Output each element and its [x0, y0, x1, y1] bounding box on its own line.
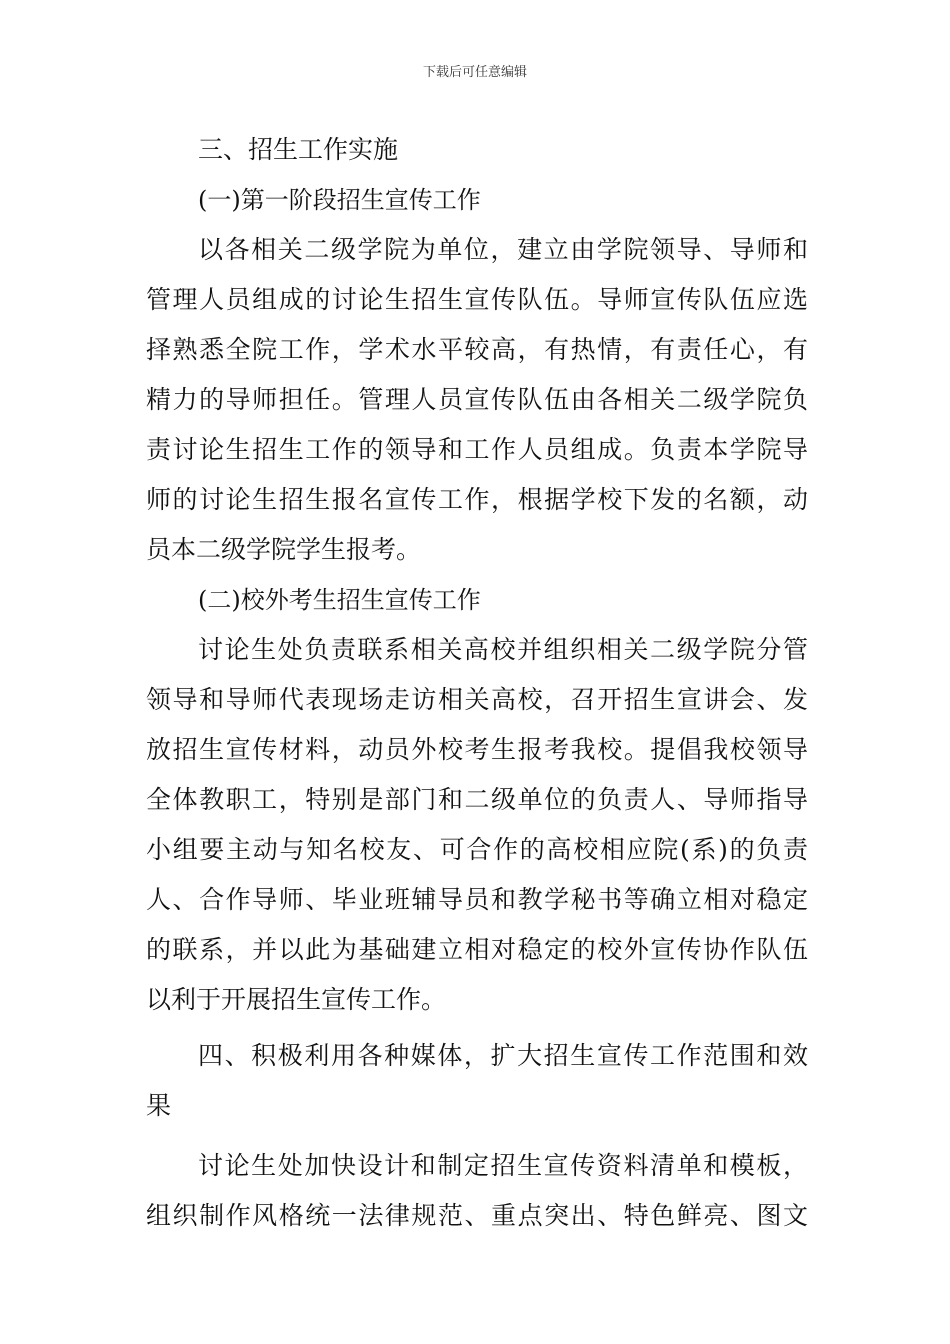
subsection-heading-line: (二)校外考生招生宣传工作 [198, 586, 481, 614]
body-text-line: 择熟悉全院工作，学术水平较高，有热情，有责任心，有 [146, 335, 808, 364]
body-text-line: 员本二级学院学生报考。 [146, 535, 422, 564]
body-text-line: 讨论生处加快设计和制定招生宣传资料清单和模板， [198, 1151, 808, 1180]
body-text-line: 责讨论生招生工作的领导和工作人员组成。负责本学院导 [146, 435, 808, 464]
section-heading-line: 三、招生工作实施 [198, 135, 399, 164]
body-text-line: 放招生宣传材料，动员外校考生报考我校。提倡我校领导 [146, 735, 808, 764]
body-text-line: 精力的导师担任。管理人员宣传队伍由各相关二级学院负 [146, 385, 808, 414]
body-text-line: 的联系，并以此为基础建立相对稳定的校外宣传协作队伍 [146, 935, 808, 964]
subsection-heading-line: (一)第一阶段招生宣传工作 [198, 186, 481, 214]
body-text-line: 以各相关二级学院为单位，建立由学院领导、导师和 [198, 235, 808, 264]
body-text-line: 领导和导师代表现场走访相关高校，召开招生宣讲会、发 [146, 685, 808, 714]
document-body [146, 125, 808, 1241]
section-heading-line: 四、积极利用各种媒体，扩大招生宣传工作范围和效 [198, 1041, 808, 1070]
body-text-line: 人、合作导师、毕业班辅导员和教学秘书等确立相对稳定 [146, 885, 808, 914]
body-text-line: 师的讨论生招生报名宣传工作，根据学校下发的名额，动 [146, 485, 808, 514]
body-text-line: 组织制作风格统一法律规范、重点突出、特色鲜亮、图文 [146, 1201, 808, 1230]
body-text-line: 全体教职工，特别是部门和二级单位的负责人、导师指导 [146, 785, 808, 814]
section-heading-line: 果 [146, 1091, 172, 1120]
body-text-line: 管理人员组成的讨论生招生宣传队伍。导师宣传队伍应选 [146, 285, 808, 314]
paragraph-gap [146, 1131, 808, 1141]
page-header: 下载后可任意编辑 [422, 65, 527, 80]
body-text-line: 小组要主动与知名校友、可合作的高校相应院(系)的负责 [146, 835, 808, 864]
body-text-line: 讨论生处负责联系相关高校并组织相关二级学院分管 [198, 635, 808, 664]
body-text-line: 以利于开展招生宣传工作。 [146, 985, 447, 1014]
